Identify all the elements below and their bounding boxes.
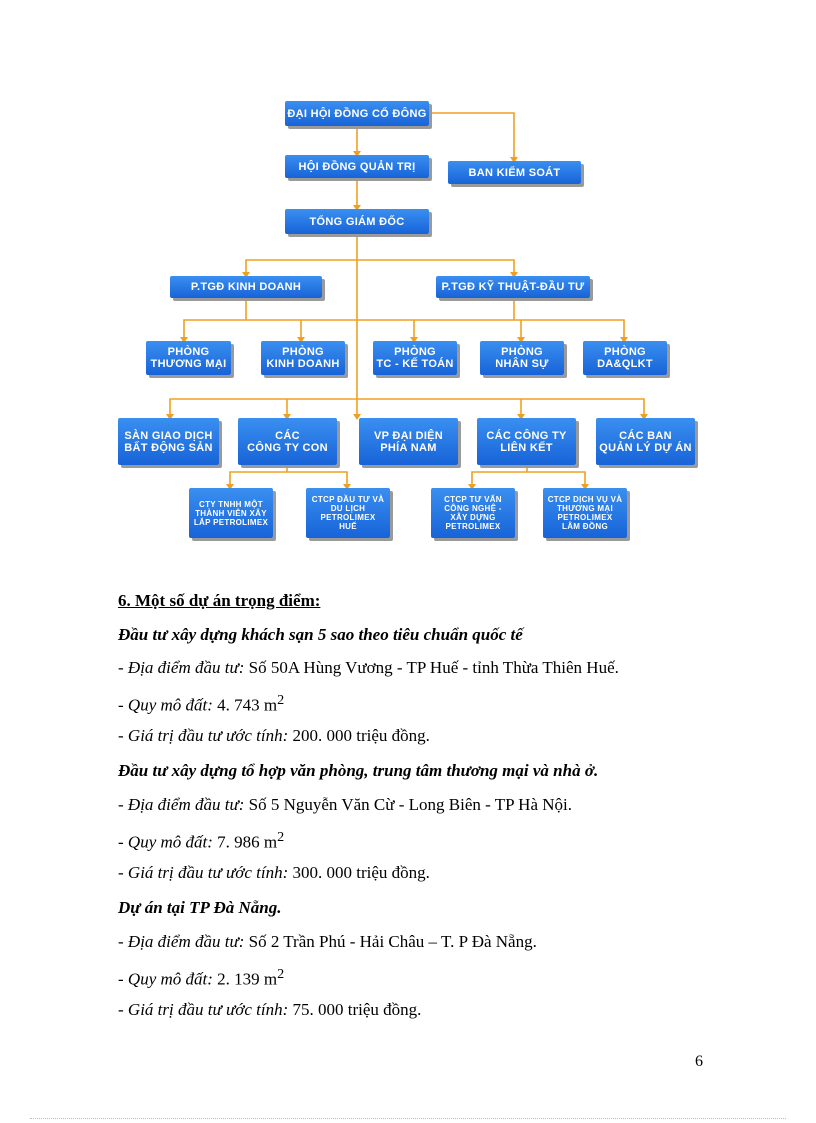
location-label: Địa điểm đầu tư: (127, 795, 245, 814)
dash: - (118, 795, 128, 814)
location-label: Địa điểm đầu tư: (127, 932, 245, 951)
location-value: Số 2 Trần Phú - Hải Châu – T. P Đà Nẵng. (248, 932, 537, 951)
project-3-title: Dự án tại TP Đà Nẵng. (118, 898, 282, 917)
org-box-ptgd-kinh-doanh: P.TGĐ KINH DOANH (170, 276, 322, 298)
project-2-value (118, 863, 430, 883)
org-box-ptgd-ky-thuat-dau-tu: P.TGĐ KỸ THUẬT-ĐẦU TƯ (436, 276, 590, 298)
org-box-hoi-dong-quan-tri: HỘI ĐỒNG QUẢN TRỊ (285, 155, 429, 178)
org-box-ctcp-tu-van: CTCP TƯ VẤN CÔNG NGHỆ - XÂY DỰNG PETROLIMEX (431, 488, 515, 538)
org-box-san-giao-dich: SÀN GIAO DỊCH BẤT ĐỘNG SẢN (118, 418, 219, 465)
project-3-area (118, 966, 284, 990)
dash: - (118, 863, 128, 882)
project-3-location (118, 932, 537, 952)
page-bottom-divider (30, 1118, 786, 1119)
location-label: Địa điểm đầu tư: (127, 658, 245, 677)
area-label: Quy mô đất: (127, 695, 213, 715)
org-box-vp-dai-dien: VP ĐẠI DIỆN PHÍA NAM (359, 418, 458, 465)
org-box-phong-thuong-mai: PHÒNG THƯƠNG MẠI (146, 341, 231, 375)
org-box-ban-kiem-soat: BAN KIỂM SOÁT (448, 161, 581, 184)
area-label: Quy mô đất: (127, 832, 213, 852)
area-value: 7. 986 m (217, 832, 278, 852)
location-value: Số 50A Hùng Vương - TP Huế - tỉnh Thừa Thiên Huế. (248, 658, 619, 677)
value-label: Giá trị đầu tư ước tính: (127, 863, 289, 882)
area-value: 2. 139 m (217, 969, 278, 989)
project-1-location (118, 658, 619, 678)
value-amount: 75. 000 triệu đồng. (292, 1000, 422, 1019)
project-1-title: Đầu tư xây dựng khách sạn 5 sao theo tiêu chuẩn quốc tế (118, 625, 523, 644)
org-box-cac-cong-ty-con: CÁC CÔNG TY CON (238, 418, 337, 465)
dash: - (118, 969, 128, 989)
project-2-location (118, 795, 572, 815)
project-1-value (118, 726, 430, 746)
area-value: 4. 743 m (217, 695, 278, 715)
dash: - (118, 832, 128, 852)
project-3-value (118, 1000, 421, 1020)
dash: - (118, 658, 128, 677)
value-label: Giá trị đầu tư ước tính: (127, 1000, 289, 1019)
value-amount: 200. 000 triệu đồng. (292, 726, 430, 745)
org-box-phong-kinh-doanh: PHÒNG KINH DOANH (261, 341, 345, 375)
org-box-cac-cong-ty-lien-ket: CÁC CÔNG TY LIÊN KẾT (477, 418, 576, 465)
org-box-phong-tc-ke-toan: PHÒNG TC - KẾ TOÁN (373, 341, 457, 375)
org-chart-connectors (0, 0, 816, 560)
org-box-cty-xay-lap: CTY TNHH MỘT THÀNH VIÊN XÂY LẮP PETROLIMEX (189, 488, 273, 538)
project-2-area (118, 829, 284, 853)
project-1-area (118, 692, 284, 716)
page-number: 6 (695, 1053, 703, 1070)
org-box-cac-ban-quan-ly: CÁC BAN QUẢN LÝ DỰ ÁN (596, 418, 695, 465)
org-box-ctcp-lam-dong: CTCP DỊCH VỤ VÀ THƯƠNG MẠI PETROLIMEX LÂM ĐỒNG (543, 488, 627, 538)
area-superscript: 2 (277, 829, 285, 845)
area-label: Quy mô đất: (127, 969, 213, 989)
dash: - (118, 1000, 128, 1019)
section-heading: 6. Một số dự án trọng điểm: (118, 591, 321, 610)
dash: - (118, 932, 128, 951)
org-box-ctcp-du-lich-hue: CTCP ĐẦU TƯ VÀ DU LỊCH PETROLIMEX HUẾ (306, 488, 390, 538)
area-superscript: 2 (277, 966, 285, 982)
dash: - (118, 695, 128, 715)
location-value: Số 5 Nguyễn Văn Cừ - Long Biên - TP Hà Nội. (248, 795, 573, 814)
project-2-title: Đầu tư xây dựng tổ hợp văn phòng, trung tâm thương mại và nhà ở. (118, 761, 599, 780)
org-box-phong-nhan-su: PHÒNG NHÂN SỰ (480, 341, 564, 375)
dash: - (118, 726, 128, 745)
value-amount: 300. 000 triệu đồng. (292, 863, 430, 882)
org-box-dai-hoi-dong-co-dong: ĐẠI HỘI ĐỒNG CỔ ĐÔNG (285, 101, 429, 126)
area-superscript: 2 (277, 692, 285, 708)
value-label: Giá trị đầu tư ước tính: (127, 726, 289, 745)
org-box-tong-giam-doc: TỔNG GIÁM ĐỐC (285, 209, 429, 234)
org-box-phong-da-qlkt: PHÒNG DA&QLKT (583, 341, 667, 375)
